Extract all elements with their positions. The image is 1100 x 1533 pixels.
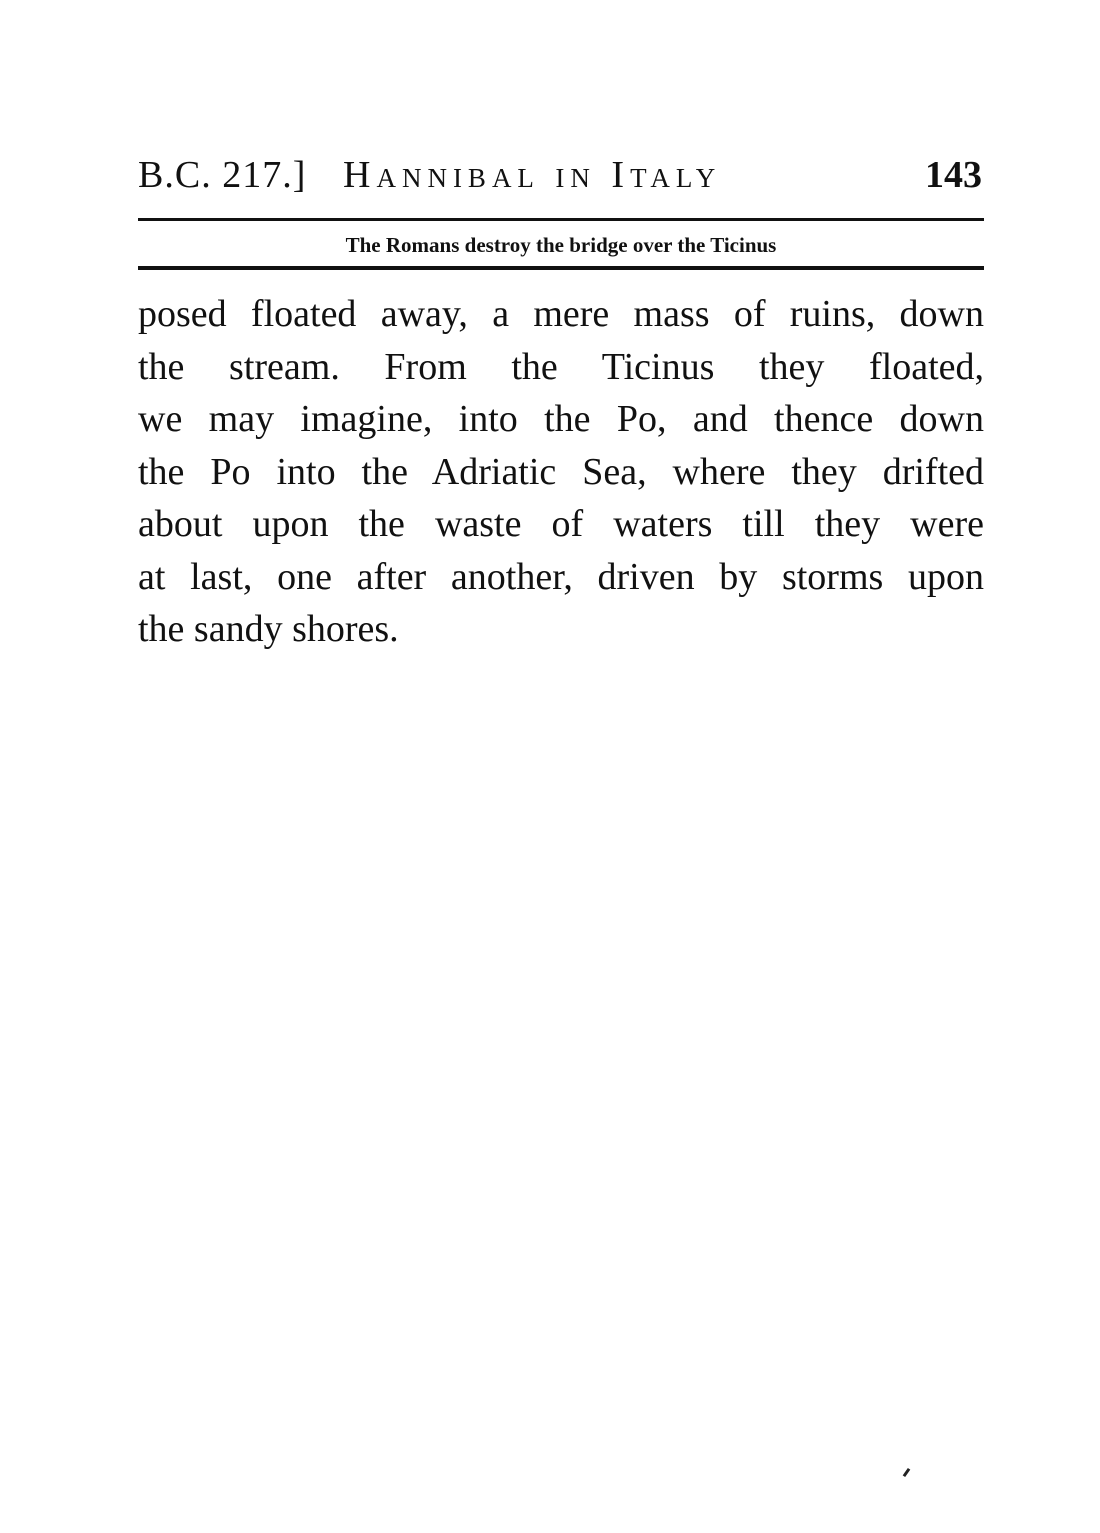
text-line: we may imagine, into the Po, and thence down (138, 398, 984, 440)
date-reference: B.C. 217.] (138, 154, 307, 196)
header-rule-top (138, 218, 984, 221)
text-line: the stream. From the Ticinus they floated, (138, 345, 984, 388)
text-line: the sandy shores. (138, 608, 399, 650)
page-number: 143 (925, 154, 982, 196)
text-line: at last, one after another, driven by storms upon (138, 555, 984, 598)
running-head (138, 150, 984, 200)
text-line: posed floated away, a mere mass of ruins, down (138, 293, 984, 335)
running-title: Hannibal in Italy (343, 154, 722, 196)
body-paragraph (138, 288, 984, 656)
text-line: the Po into the Adriatic Sea, where they drifted (138, 450, 984, 493)
section-subheading: The Romans destroy the bridge over the Ticinus (345, 233, 777, 257)
header-rule-bottom (138, 266, 984, 270)
stray-ink-mark (903, 1468, 911, 1477)
text-line: about upon the waste of waters till they were (138, 503, 984, 545)
